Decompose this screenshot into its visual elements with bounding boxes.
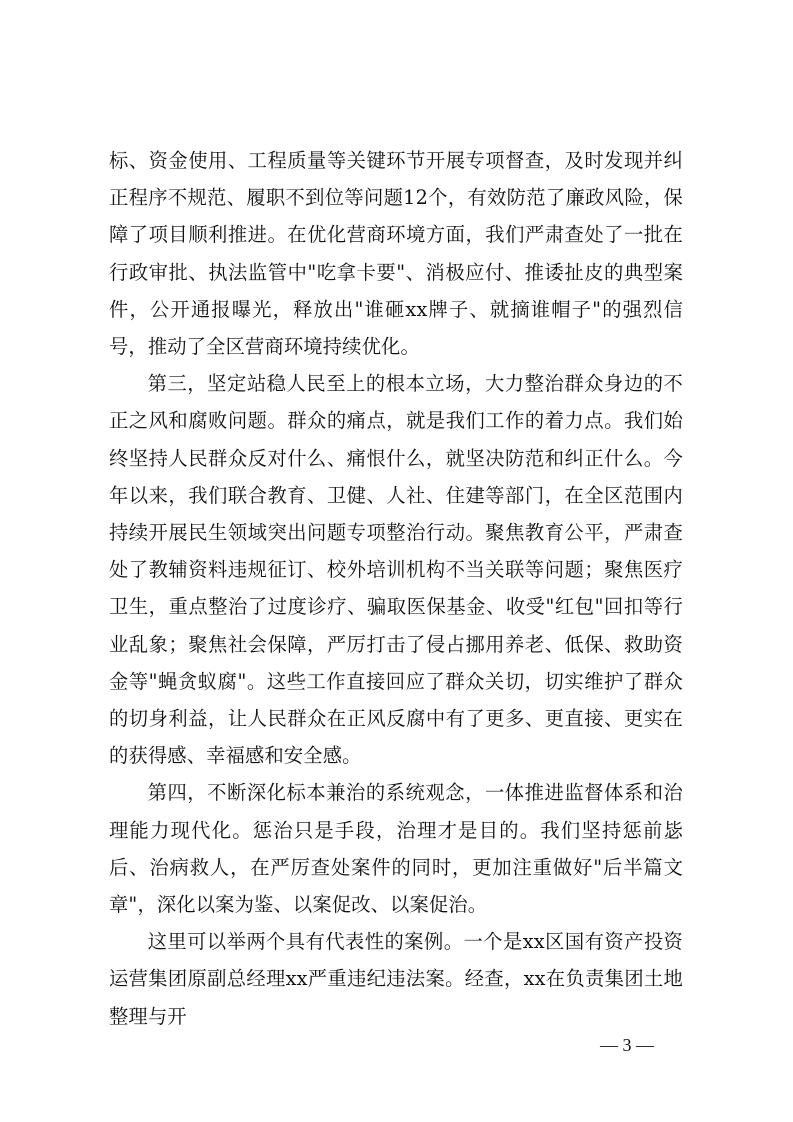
- paragraph-2: 第三，坚定站稳人民至上的根本立场，大力整治群众身边的不正之风和腐败问题。群众的痛点，就是我们工作的着力点。我们始终坚持人民群众反对什么、痛恨什么，就坚决防范和纠正什么。今年以来，我们联合教育、卫健、人社、住建等部门，在全区范围内持续开展民生领域突出问题专项整治行动。聚焦教育公平，严肃查处了教辅资料违规征订、校外培训机构不当关联等问题；聚焦医疗卫生，重点整治了过度诊疗、骗取医保基金、收受"红包"回扣等行业乱象；聚焦社会保障，严厉打击了侵占挪用养老、低保、救助资金等"蝇贪蚁腐"。这些工作直接回应了群众关切，切实维护了群众的切身利益，让人民群众在正风反腐中有了更多、更直接、更实在的获得感、幸福感和安全感。: [109, 372, 683, 768]
- document-body: [109, 142, 683, 1035]
- paragraph-1: 标、资金使用、工程质量等关键环节开展专项督查，及时发现并纠正程序不规范、履职不到位等问题12个，有效防范了廉政风险，保障了项目顺利推进。在优化营商环境方面，我们严肃查处了一批在行政审批、执法监管中"吃拿卡要"、消极应付、推诿扯皮的典型案件，公开通报曝光，释放出"谁砸xx牌子、就摘谁帽子"的强烈信号，推动了全区营商环境持续优化。: [109, 149, 683, 359]
- page-number: — 3 —: [600, 1035, 654, 1055]
- paragraph-3: 第四，不断深化标本兼治的系统观念，一体推进监督体系和治理能力现代化。惩治只是手段，治理才是目的。我们坚持惩前毖后、治病救人，在严厉查处案件的同时，更加注重做好"后半篇文章"，深化以案为鉴、以案促改、以案促治。: [109, 781, 683, 917]
- paragraph-4: 这里可以举两个具有代表性的案例。一个是xx区国有资产投资运营集团原副总经理xx严重违纪违法案。经查，xx在负责集团土地整理与开: [109, 930, 683, 1028]
